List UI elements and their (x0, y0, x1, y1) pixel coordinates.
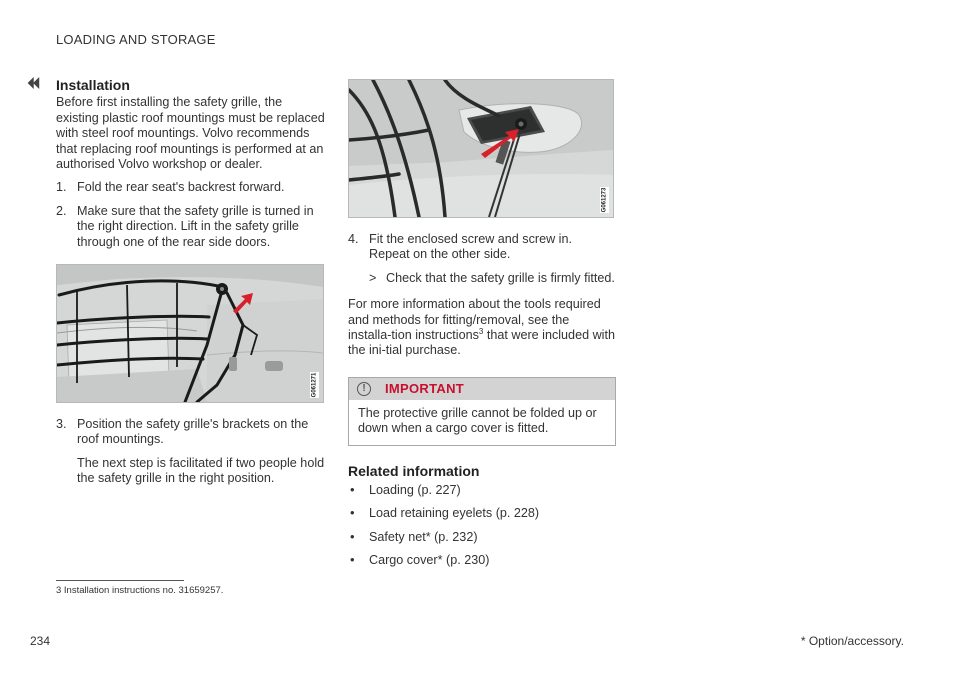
step-4 (348, 232, 616, 286)
bullet-icon: • (350, 528, 355, 544)
right-column (348, 79, 616, 569)
footnote-divider (56, 580, 184, 581)
installation-intro: Before first installing the safety grille, the existing plastic roof mountings must be replaced with steel roof mountings. Volvo recommends that replacing roof mountings is performed at an authorised Volvo workshop or dealer. (56, 95, 325, 172)
related-link[interactable]: • Cargo cover* (p. 230) (350, 552, 490, 568)
exclamation-icon: ! (357, 382, 371, 396)
bullet-icon: • (350, 552, 355, 568)
figure-code-label: G061273 (600, 187, 609, 213)
step-3 (56, 417, 326, 487)
footnote: 3 Installation instructions no. 31659257. (56, 585, 224, 596)
step-text: Fit the enclosed screw and screw in. Repeat on the other side. (369, 232, 572, 262)
left-column (56, 78, 326, 487)
related-title: Related information (348, 462, 480, 479)
important-title: IMPORTANT (385, 381, 465, 397)
installation-title: Installation (56, 77, 130, 93)
more-info-text: For more information about the tools required and methods for fitting/removal, see the installa-tion instructions$^3$ that were included with the ini-tial purchase. (348, 297, 615, 358)
step-text: Make sure that the safety grille is turned in the right direction. Lift in the safety grille through one of the rear side doors. (77, 203, 314, 249)
related-link[interactable]: • Safety net* (p. 232) (350, 528, 478, 544)
section-header: LOADING AND STORAGE (56, 32, 216, 47)
step-note: The next step is facilitated if two people hold the safety grille in the right position. (77, 455, 325, 486)
result-marker: > (369, 270, 377, 285)
step-number: 1. (56, 180, 67, 195)
step-number: 3. (56, 417, 67, 432)
page-number: 234 (30, 634, 51, 648)
option-note: * Option/accessory. (800, 634, 904, 648)
step-number: 4. (348, 232, 359, 246)
double-chevron-left-icon[interactable]: ⏴⏴ (27, 74, 38, 93)
grille-interior-illustration (56, 264, 324, 403)
step-2 (56, 204, 326, 250)
related-link[interactable]: • Load retaining eyelets (p. 228) (350, 505, 540, 521)
step-result (369, 271, 616, 286)
step-1 (56, 180, 326, 195)
roof-mounting-illustration (348, 79, 614, 218)
important-text: The protective grille cannot be folded up or down when a cargo cover is fitted. (358, 405, 597, 436)
important-header (349, 378, 615, 400)
important-box (348, 377, 616, 446)
step-text: Fold the rear seat's backrest forward. (77, 180, 285, 195)
figure-code-label: G061271 (310, 372, 319, 398)
step-number: 2. (56, 203, 67, 218)
bullet-icon: • (350, 505, 355, 521)
step-text: Position the safety grille's brackets on the roof mountings. (77, 417, 309, 447)
footnote-ref[interactable]: 3 (478, 326, 484, 336)
result-text: Check that the safety grille is firmly fitted. (386, 270, 615, 285)
bullet-icon: • (350, 482, 355, 498)
related-link[interactable]: • Loading (p. 227) (350, 482, 461, 498)
